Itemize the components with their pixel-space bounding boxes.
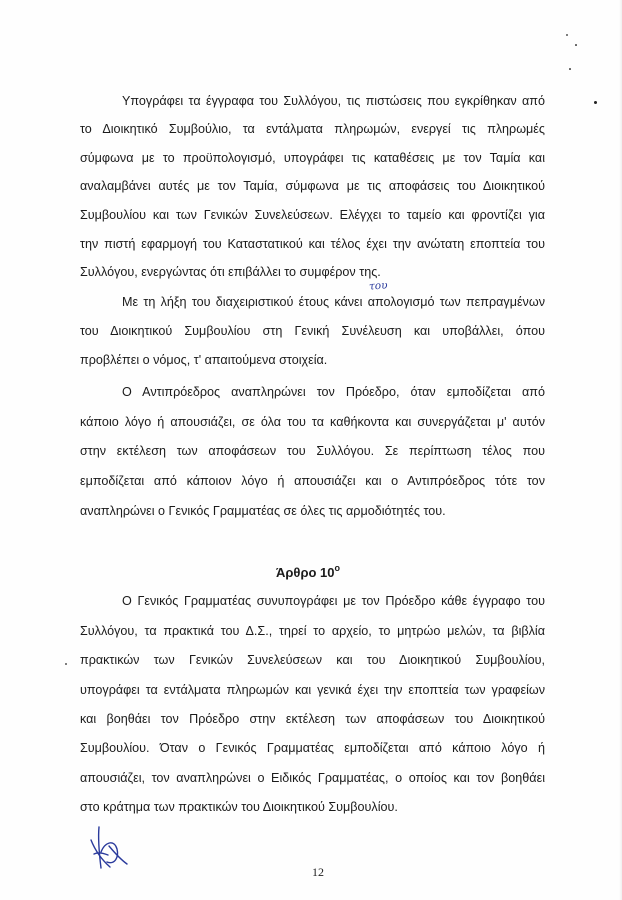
article-heading-text: Άρθρο 10 xyxy=(275,565,335,580)
text-line: εμποδίζεται από κάποιον λόγο ή απουσιάζει και ο Αντιπρόεδρος τότε τον xyxy=(80,474,545,489)
text-line: αναλαμβάνει αυτές με τον Ταμία, σύμφωνα με τις αποφάσεις του Διοικητικού xyxy=(80,179,545,194)
paragraph-general-secretary xyxy=(80,587,545,822)
scan-speck xyxy=(65,663,67,665)
text-line: προβλέπει ο νόμος, τ' απαιτούμενα στοιχεία. xyxy=(80,352,328,367)
handwritten-correction: του xyxy=(368,279,388,293)
text-line: την πιστή εφαρμογή του Καταστατικού και τέλος έχει την ανώτατη εποπτεία του xyxy=(80,236,545,251)
text-line: Συμβουλίου. Όταν ο Γενικός Γραμματέας εμποδίζεται από κάποιο λόγο ή xyxy=(80,741,545,756)
text-line: κάποιο λόγο ή απουσιάζει, σε όλα του τα καθήκοντα και συνεργάζεται μ' αυτόν xyxy=(80,414,545,429)
text-line: πρακτικών των Γενικών Συνελεύσεων και του Διοικητικού Συμβουλίου, xyxy=(80,653,545,668)
article-heading xyxy=(0,564,616,582)
text-line: Συλλόγου, τα πρακτικά του Δ.Σ., τηρεί το αρχείο, το μητρώο μελών, τα βιβλία xyxy=(80,623,545,638)
paragraph-annual-report xyxy=(80,288,545,375)
text-line: Ο Αντιπρόεδρος αναπληρώνει τον Πρόεδρο, όταν εμποδίζεται από xyxy=(122,385,545,399)
scan-speck xyxy=(569,68,571,70)
text-line: Υπογράφει τα έγγραφα του Συλλόγου, τις πιστώσεις που εγκρίθηκαν από xyxy=(122,93,545,108)
page-number: 12 xyxy=(312,865,324,879)
paragraph-president-duties xyxy=(80,87,545,287)
scan-speck xyxy=(575,44,577,46)
handwritten-signature xyxy=(86,822,138,874)
text-line: Συμβουλίου και των Γενικών Συνελεύσεων. Ελέγχει το ταμείο και φροντίζει για xyxy=(80,208,545,223)
text-line: Με τη λήξη του διαχειριστικού έτους κάνει απολογισμό των πεπραγμένων xyxy=(122,294,545,309)
text-line: του Διοικητικού Συμβουλίου στη Γενική Συνέλευση και υποβάλλει, όπου xyxy=(80,323,545,338)
scan-speck xyxy=(566,34,568,36)
text-line: Ο Γενικός Γραμματέας συνυπογράφει με τον Πρόεδρο κάθε έγγραφο του xyxy=(122,594,545,609)
text-line: και βοηθάει τον Πρόεδρο στην εκτέλεση των αποφάσεων του Διοικητικού xyxy=(80,711,545,726)
text-line: υπογράφει τα εντάλματα πληρωμών και γενικά έχει την εποπτεία των γραφείων xyxy=(80,682,545,697)
article-heading-superscript: ο xyxy=(334,563,340,573)
text-line: στην εκτέλεση των αποφάσεων του Συλλόγου. Σε περίπτωση τέλος που xyxy=(80,444,545,459)
text-line: στο κράτημα των πρακτικών του Διοικητικού Συμβουλίου. xyxy=(80,800,398,815)
text-line: Συλλόγου, ενεργώντας ότι επιβάλλει το συμφέρον της. xyxy=(80,265,381,280)
text-line: απουσιάζει, τον αναπληρώνει ο Ειδικός Γραμματέας, ο οποίος και τον βοηθάει xyxy=(80,770,545,785)
text-line: σύμφωνα με το προϋπολογισμό, υπογράφει τις καταθέσεις με τον Ταμία και xyxy=(80,150,545,165)
text-line: το Διοικητικό Συμβούλιο, τα εντάλματα πληρωμών, ενεργεί τις πληρωμές xyxy=(80,122,545,137)
paragraph-vice-president xyxy=(80,378,545,527)
scan-speck xyxy=(594,101,597,104)
text-line: αναπληρώνει ο Γενικός Γραμματέας σε όλες τις αρμοδιότητές του. xyxy=(80,503,446,518)
